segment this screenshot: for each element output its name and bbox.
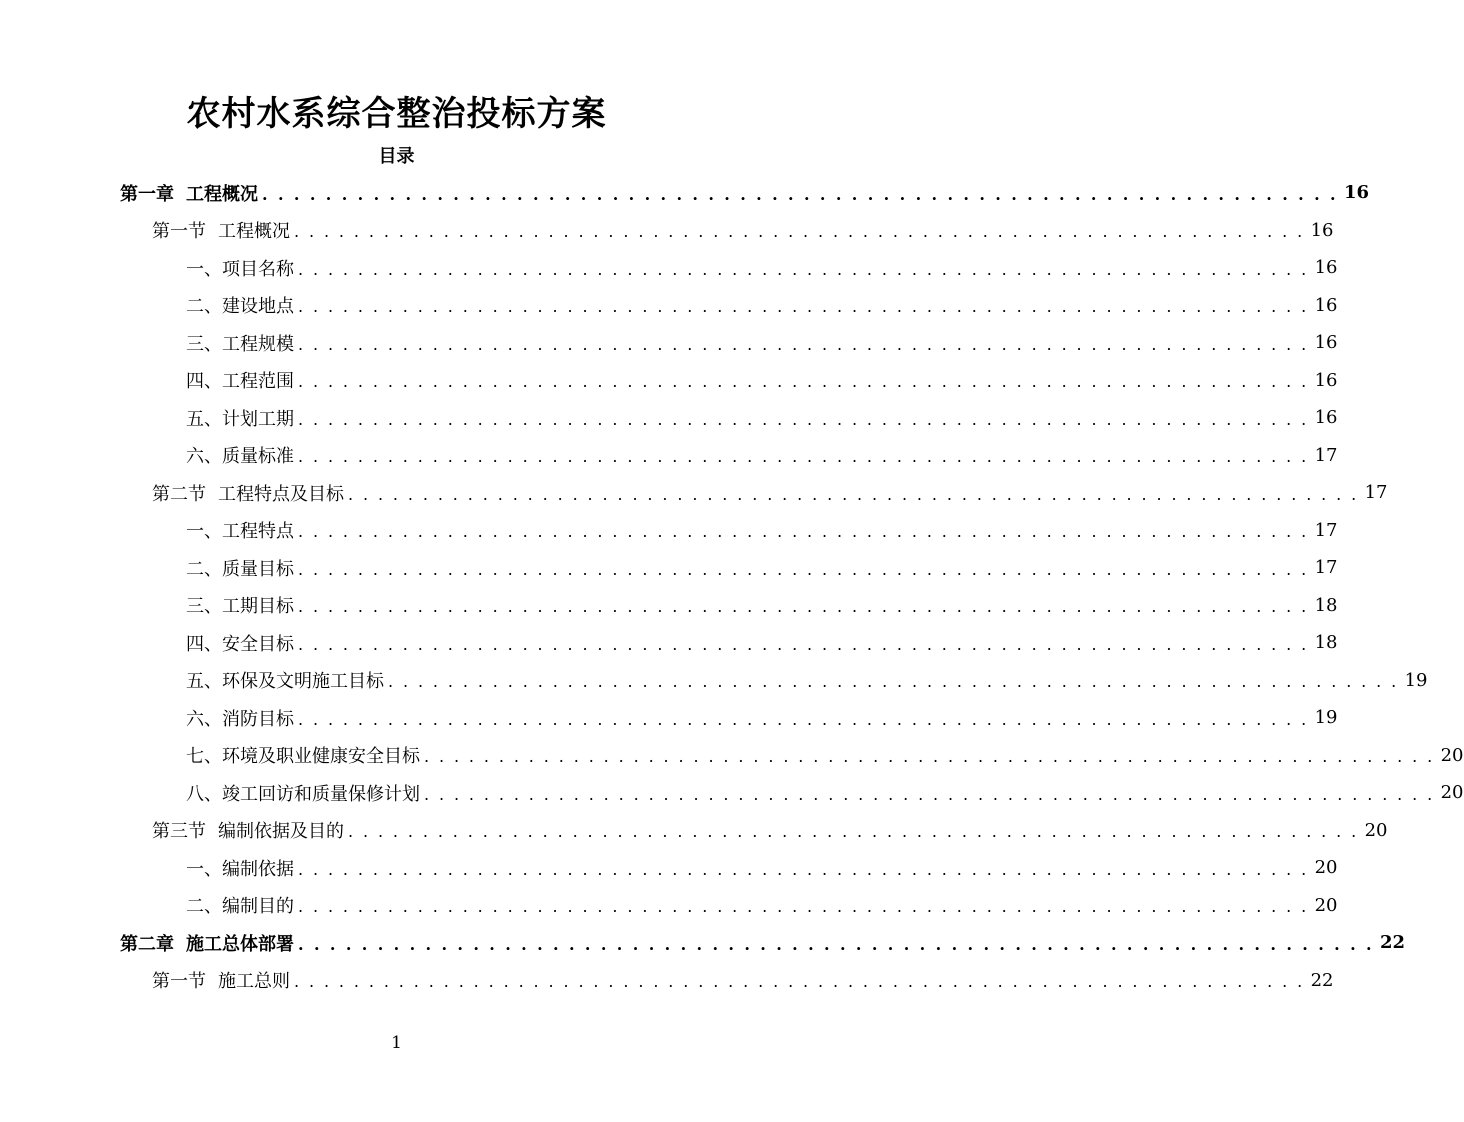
toc-entry-title: 一、编制依据 [186,858,294,880]
toc-entry-title: 三、工程规模 [186,333,294,355]
toc-entry[interactable] [0,399,1338,437]
toc-dot-leader: . . . . . . . . . . . . . . . . . . . . . . . . . . . . . . . . . . . . . . . . . . . . . . . . . . . . . . . . . . . . . . . . . . . . [298,559,1309,579]
toc-dot-leader: . . . . . . . . . . . . . . . . . . . . . . . . . . . . . . . . . . . . . . . . . . . . . . . . . . . . . . . . . . . . . . . . . . . . [298,859,1309,879]
toc-entry-prefix: 第二节 [152,483,206,505]
toc-entry[interactable] [0,287,1338,325]
toc-entry-page: 20 [1364,819,1388,841]
toc-entry-label [120,180,258,206]
toc-entry-page: 20 [1440,744,1464,766]
toc-dot-leader: . . . . . . . . . . . . . . . . . . . . . . . . . . . . . . . . . . . . . . . . . . . . . . . . . . . . . . . . . . . . . . . . . . . . [298,259,1309,279]
toc-dot-leader: . . . . . . . . . . . . . . . . . . . . . . . . . . . . . . . . . . . . . . . . . . . . . . . . . . . . . . . . . . . . . . . . . . . . [294,972,1305,992]
toc-dot-leader: . . . . . . . . . . . . . . . . . . . . . . . . . . . . . . . . . . . . . . . . . . . . . . . . . . . . . . . . . . . . . . . . . . . . [298,634,1309,654]
toc-dot-leader: . . . . . . . . . . . . . . . . . . . . . . . . . . . . . . . . . . . . . . . . . . . . . . . . . . . . . . . . . . . . . . . . . . . . [424,747,1435,767]
toc-entry-title: 施工总体部署 [186,933,294,955]
toc-entry[interactable] [0,249,1338,287]
toc-entry[interactable] [0,624,1338,662]
toc-entry-prefix: 第二章 [120,933,174,955]
toc-entry-title: 一、工程特点 [186,521,294,543]
toc-entry[interactable] [0,962,1334,1000]
toc-entry-label [186,892,294,918]
toc-entry-label [186,667,384,693]
toc-dot-leader: . . . . . . . . . . . . . . . . . . . . . . . . . . . . . . . . . . . . . . . . . . . . . . . . . . . . . . . . . . . . . . . . . . . . [298,409,1309,429]
toc-entry[interactable] [0,474,1388,512]
toc-dot-leader: . . . . . . . . . . . . . . . . . . . . . . . . . . . . . . . . . . . . . . . . . . . . . . . . . . . . . . . . . . . . . . . . . . . . [298,447,1309,467]
toc-entry[interactable] [0,587,1338,625]
toc-entry-title: 四、安全目标 [186,633,294,655]
toc-dot-leader: . . . . . . . . . . . . . . . . . . . . . . . . . . . . . . . . . . . . . . . . . . . . . . . . . . . . . . . . . . . . . . . . . . . . [298,522,1309,542]
toc-entry-page: 17 [1314,557,1338,579]
toc-entry-label [186,705,294,731]
toc-entry-page: 16 [1314,257,1338,279]
toc-entry-page: 20 [1314,857,1338,879]
toc-entry-prefix: 第一节 [152,221,206,243]
toc-entry[interactable] [0,174,1370,212]
toc-entry[interactable] [0,812,1388,850]
toc-dot-leader: . . . . . . . . . . . . . . . . . . . . . . . . . . . . . . . . . . . . . . . . . . . . . . . . . . . . . . . . . . . . . . . . . . . . [262,184,1338,204]
toc-entry-page: 16 [1314,369,1338,391]
toc-entry-label [186,367,294,393]
toc-entry[interactable] [0,362,1338,400]
table-of-contents [0,174,1464,999]
toc-entry[interactable] [0,887,1338,925]
toc-entry-label [152,217,290,243]
toc-entry-page: 16 [1314,332,1338,354]
toc-dot-leader: . . . . . . . . . . . . . . . . . . . . . . . . . . . . . . . . . . . . . . . . . . . . . . . . . . . . . . . . . . . . . . . . . . . . [294,222,1305,242]
toc-entry-label [186,292,294,318]
toc-entry-title: 施工总则 [218,971,290,993]
toc-dot-leader: . . . . . . . . . . . . . . . . . . . . . . . . . . . . . . . . . . . . . . . . . . . . . . . . . . . . . . . . . . . . . . . . . . . . [424,784,1435,804]
toc-entry[interactable] [0,324,1338,362]
toc-entry-page: 16 [1314,407,1338,429]
toc-entry-title: 五、计划工期 [186,408,294,430]
toc-entry-label [186,405,294,431]
toc-entry[interactable] [0,774,1464,812]
toc-entry-page: 17 [1314,519,1338,541]
toc-entry-page: 22 [1380,932,1406,954]
toc-dot-leader: . . . . . . . . . . . . . . . . . . . . . . . . . . . . . . . . . . . . . . . . . . . . . . . . . . . . . . . . . . . . . . . . . . . . [298,709,1309,729]
toc-entry-label [152,480,344,506]
toc-entry[interactable] [0,437,1338,475]
toc-entry-page: 18 [1314,594,1338,616]
toc-entry-page: 20 [1440,782,1464,804]
toc-entry[interactable] [0,662,1428,700]
toc-entry[interactable] [0,512,1338,550]
toc-entry-title: 工程概况 [218,221,290,243]
toc-heading: 目录 [378,146,415,167]
toc-entry-page: 22 [1310,969,1334,991]
toc-entry-label [186,742,420,768]
toc-entry[interactable] [0,212,1334,250]
toc-dot-leader: . . . . . . . . . . . . . . . . . . . . . . . . . . . . . . . . . . . . . . . . . . . . . . . . . . . . . . . . . . . . . . . . . . . . [348,484,1359,504]
toc-entry-page: 16 [1314,294,1338,316]
toc-entry-page: 17 [1364,482,1388,504]
toc-entry[interactable] [0,924,1406,962]
toc-entry-title: 四、工程范围 [186,371,294,393]
toc-dot-leader: . . . . . . . . . . . . . . . . . . . . . . . . . . . . . . . . . . . . . . . . . . . . . . . . . . . . . . . . . . . . . . . . . . . . [298,934,1374,954]
toc-entry-title: 工程概况 [186,183,258,205]
toc-entry-title: 六、质量标准 [186,446,294,468]
toc-entry-title: 二、建设地点 [186,296,294,318]
toc-entry-label [186,855,294,881]
toc-entry-label [120,930,294,956]
toc-dot-leader: . . . . . . . . . . . . . . . . . . . . . . . . . . . . . . . . . . . . . . . . . . . . . . . . . . . . . . . . . . . . . . . . . . . . [298,372,1309,392]
toc-entry-label [186,555,294,581]
toc-entry-title: 三、工期目标 [186,596,294,618]
toc-dot-leader: . . . . . . . . . . . . . . . . . . . . . . . . . . . . . . . . . . . . . . . . . . . . . . . . . . . . . . . . . . . . . . . . . . . . [298,334,1309,354]
toc-entry-label [152,967,290,993]
toc-entry-label [186,630,294,656]
toc-dot-leader: . . . . . . . . . . . . . . . . . . . . . . . . . . . . . . . . . . . . . . . . . . . . . . . . . . . . . . . . . . . . . . . . . . . . [348,822,1359,842]
toc-entry-page: 19 [1314,707,1338,729]
toc-entry-title: 六、消防目标 [186,708,294,730]
toc-entry-title: 工程特点及目标 [218,483,344,505]
toc-entry-label [186,330,294,356]
toc-entry-label [186,517,294,543]
toc-entry-label [152,817,344,843]
toc-dot-leader: . . . . . . . . . . . . . . . . . . . . . . . . . . . . . . . . . . . . . . . . . . . . . . . . . . . . . . . . . . . . . . . . . . . . [298,897,1309,917]
toc-entry-label [186,780,420,806]
toc-entry-prefix: 第一节 [152,971,206,993]
toc-entry-page: 19 [1404,669,1428,691]
toc-entry[interactable] [0,849,1338,887]
toc-entry-title: 编制依据及目的 [218,821,344,843]
toc-entry-title: 七、环境及职业健康安全目标 [186,746,420,768]
toc-dot-leader: . . . . . . . . . . . . . . . . . . . . . . . . . . . . . . . . . . . . . . . . . . . . . . . . . . . . . . . . . . . . . . . . . . . . [388,672,1399,692]
toc-entry-page: 17 [1314,444,1338,466]
toc-entry-label [186,442,294,468]
toc-entry-title: 二、编制目的 [186,896,294,918]
toc-entry-title: 二、质量目标 [186,558,294,580]
toc-entry-prefix: 第一章 [120,183,174,205]
toc-entry-label [186,255,294,281]
toc-entry-page: 16 [1344,182,1370,204]
toc-dot-leader: . . . . . . . . . . . . . . . . . . . . . . . . . . . . . . . . . . . . . . . . . . . . . . . . . . . . . . . . . . . . . . . . . . . . [298,597,1309,617]
page-number: 1 [391,1033,402,1053]
toc-entry[interactable] [0,699,1338,737]
toc-entry[interactable] [0,549,1338,587]
toc-entry-title: 一、项目名称 [186,258,294,280]
toc-entry[interactable] [0,737,1464,775]
toc-entry-page: 20 [1314,894,1338,916]
toc-entry-title: 五、环保及文明施工目标 [186,671,384,693]
toc-entry-label [186,592,294,618]
toc-entry-title: 八、竣工回访和质量保修计划 [186,783,420,805]
toc-entry-page: 16 [1310,219,1334,241]
toc-dot-leader: . . . . . . . . . . . . . . . . . . . . . . . . . . . . . . . . . . . . . . . . . . . . . . . . . . . . . . . . . . . . . . . . . . . . [298,297,1309,317]
toc-entry-prefix: 第三节 [152,821,206,843]
toc-entry-page: 18 [1314,632,1338,654]
document-title: 农村水系综合整治投标方案 [186,94,607,134]
